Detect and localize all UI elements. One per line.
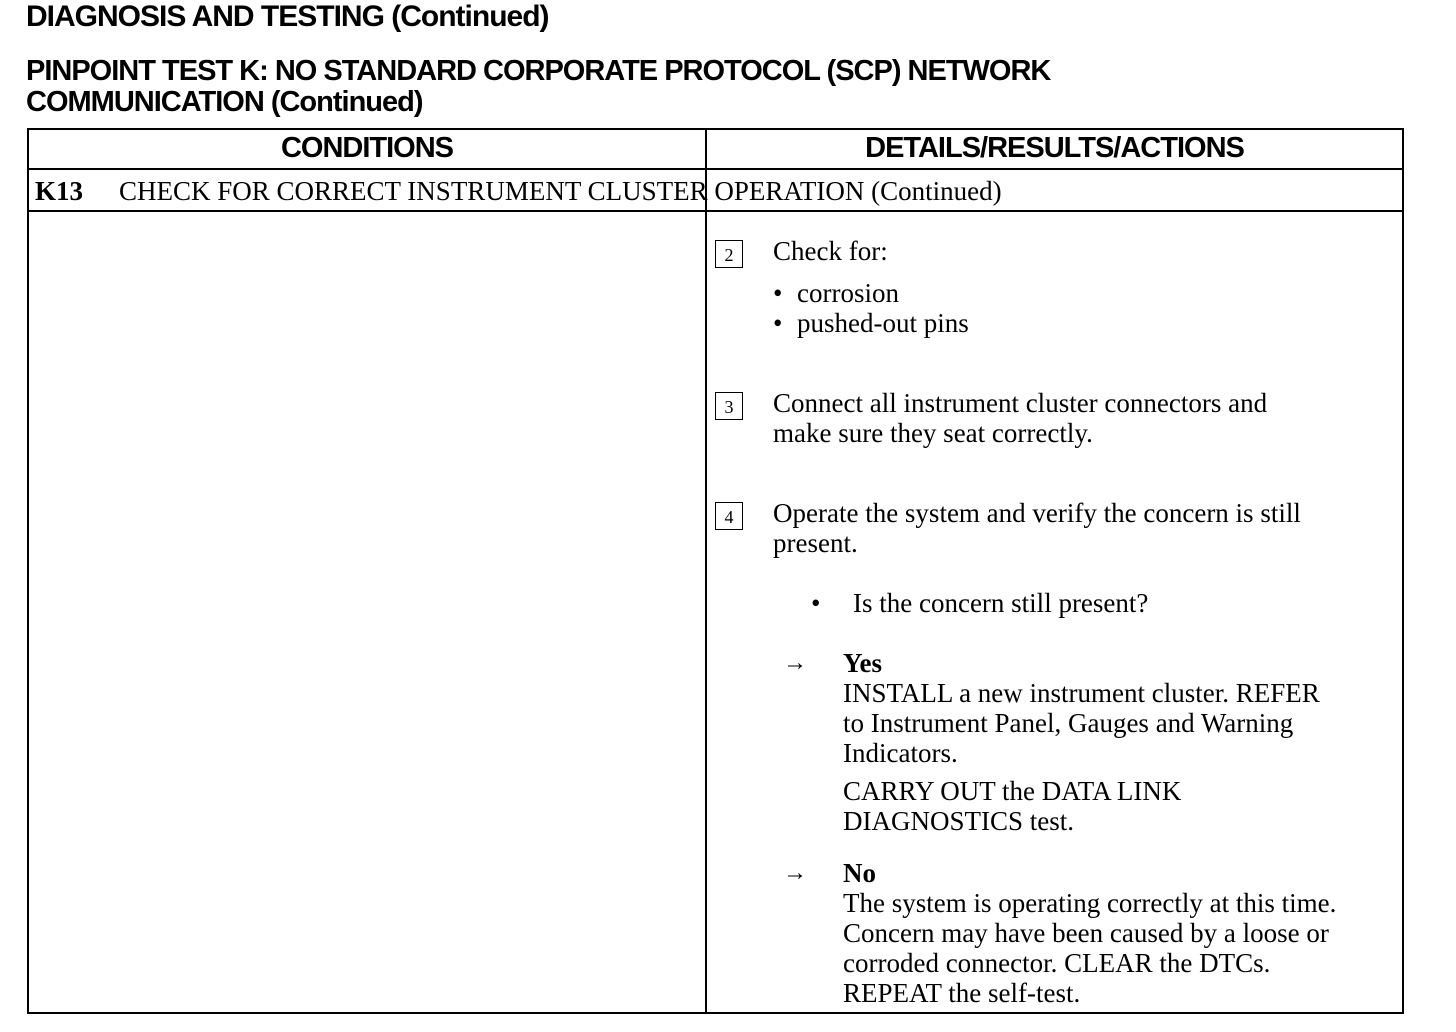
step-4-line-1: Operate the system and verify the concern is still — [773, 498, 1301, 528]
yes-line-2: to Instrument Panel, Gauges and Warning — [843, 708, 1294, 738]
yes-line-3: Indicators. — [843, 738, 958, 768]
step-4-text — [773, 498, 1301, 558]
no-line-2: Concern may have been caused by a loose or — [843, 918, 1329, 948]
step-4-line-2: present. — [773, 528, 858, 558]
bullet-text: corrosion — [797, 278, 899, 308]
yes-line-1: INSTALL a new instrument cluster. REFER — [843, 678, 1320, 708]
no-line-4: REPEAT the self-test. — [843, 978, 1081, 1008]
section-title: CHECK FOR CORRECT INSTRUMENT CLUSTER OPERATION (Continued) — [119, 176, 1002, 206]
no-line-3: corroded connector. CLEAR the DTCs. — [843, 948, 1271, 978]
no-label: No — [843, 858, 876, 888]
test-title-line1: PINPOINT TEST K: NO STANDARD CORPORATE PROTOCOL (SCP) NETWORK — [26, 55, 1051, 87]
bullet-icon: • — [811, 588, 821, 618]
bullet-icon: • — [773, 278, 783, 308]
step-3-line-2: make sure they seat correctly. — [773, 418, 1093, 448]
section-row — [35, 176, 1002, 207]
no-result — [843, 858, 1336, 1008]
section-divider — [29, 210, 1402, 212]
step-2-text: Check for: — [773, 236, 888, 266]
step-2-bullet-1 — [773, 278, 899, 308]
step-3-text — [773, 388, 1267, 448]
no-arrow-icon: → — [783, 860, 807, 886]
yes-label: Yes — [843, 648, 882, 678]
bullet-icon: • — [773, 308, 783, 338]
conditions-header: CONDITIONS — [280, 132, 454, 164]
yes-result — [843, 648, 1320, 836]
bullet-text: pushed-out pins — [797, 308, 969, 338]
header-divider — [29, 168, 1402, 170]
step-number-4: 4 — [715, 502, 743, 530]
yes-line-4: CARRY OUT the DATA LINK — [843, 776, 1182, 806]
no-line-1: The system is operating correctly at this time. — [843, 888, 1337, 918]
yes-line-5: DIAGNOSTICS test. — [843, 806, 1075, 836]
page-title: DIAGNOSIS AND TESTING (Continued) — [26, 0, 549, 33]
question-row — [811, 588, 1148, 618]
step-2-bullet-2 — [773, 308, 969, 338]
yes-arrow-icon: → — [783, 650, 807, 676]
step-number-3: 3 — [715, 392, 743, 420]
test-title-line2: COMMUNICATION (Continued) — [26, 86, 423, 118]
question-text: Is the concern still present? — [853, 588, 1149, 618]
test-title — [26, 56, 1050, 118]
details-header: DETAILS/RESULTS/ACTIONS — [865, 132, 1244, 164]
step-3-line-1: Connect all instrument cluster connectors and — [773, 388, 1268, 418]
pinpoint-test-table — [27, 128, 1404, 1014]
step-number-2: 2 — [715, 240, 743, 268]
section-id: K13 — [35, 176, 84, 206]
column-divider — [705, 130, 707, 1012]
